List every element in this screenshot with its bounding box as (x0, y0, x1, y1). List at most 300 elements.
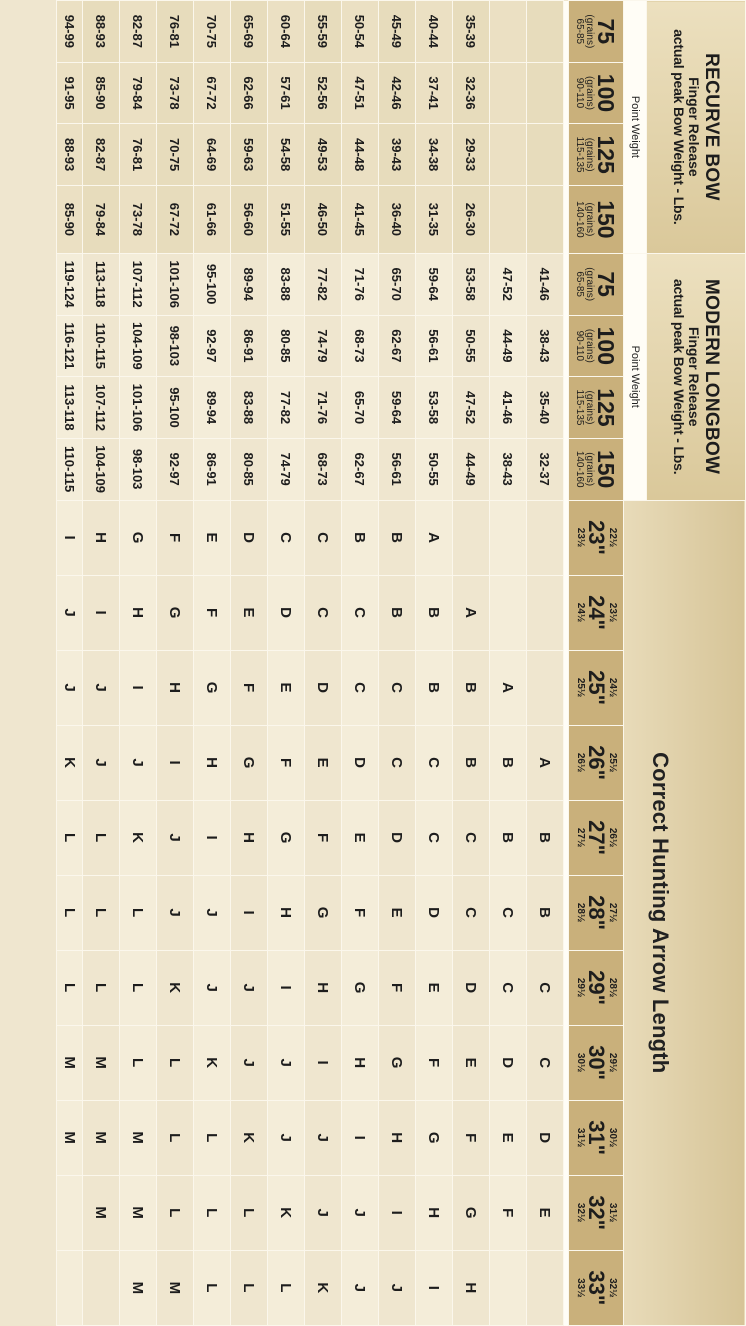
spine-group-cell: M (83, 1100, 120, 1175)
point-weight-range: 65-85 (574, 271, 586, 297)
recurve-bow-header (647, 1, 746, 254)
spine-group-cell: I (342, 1100, 379, 1175)
spine-group-cell: H (268, 875, 305, 950)
point-weight-range: 115-135 (574, 136, 586, 173)
spine-group-cell: C (527, 1025, 564, 1100)
arrow-length-1 (569, 575, 624, 650)
spine-group-cell: C (379, 650, 416, 725)
spine-group-cell: E (342, 800, 379, 875)
point-weight-unit: (grains) (584, 390, 596, 425)
longbow-weight-cell: 50-55 (416, 438, 453, 500)
spine-group-cell: F (453, 1100, 490, 1175)
arrow-length-8 (569, 1100, 624, 1175)
spine-group-cell: L (57, 950, 83, 1025)
longbow-weight-cell: 107-112 (83, 377, 120, 439)
spine-group-cell: B (379, 575, 416, 650)
spine-group-cell: E (416, 950, 453, 1025)
longbow-weight-cell: 86-91 (194, 438, 231, 500)
recurve-weight-cell (490, 124, 527, 186)
longbow-weight-cell: 71-76 (305, 377, 342, 439)
spine-group-cell: L (120, 1025, 157, 1100)
spine-group-cell: B (379, 500, 416, 575)
spine-group-cell: D (305, 650, 342, 725)
arrow-length-6 (569, 950, 624, 1025)
recurve-weight-cell (490, 62, 527, 124)
spine-group-cell: C (453, 800, 490, 875)
arrow-length-high: 25½ (575, 677, 586, 698)
point-weight-range: 65-85 (574, 18, 586, 45)
longbow-weight-cell: 53-58 (416, 377, 453, 439)
spine-group-cell: L (194, 1250, 231, 1325)
spine-group-cell: H (120, 575, 157, 650)
table-row (305, 1, 342, 1326)
spine-group-cell: H (416, 1175, 453, 1250)
spine-group-cell: F (416, 1025, 453, 1100)
longbow-point-weight-label: Point Weight (624, 253, 647, 500)
recurve-weight-cell: 70-75 (157, 124, 194, 186)
spine-group-cell: B (490, 725, 527, 800)
longbow-weight-cell: 50-55 (453, 315, 490, 377)
recurve-weight-cell: 85-90 (57, 185, 83, 253)
spine-group-cell: G (231, 725, 268, 800)
spine-group-cell (83, 1250, 120, 1325)
arrow-length-7 (569, 1025, 624, 1100)
longbow-weight-cell: 104-109 (120, 315, 157, 377)
spine-group-cell: D (416, 875, 453, 950)
spine-group-cell: C (490, 875, 527, 950)
spine-group-cell: H (379, 1100, 416, 1175)
spine-group-cell: M (57, 1100, 83, 1175)
spine-group-cell: L (83, 800, 120, 875)
recurve-weight-cell: 40-44 (416, 1, 453, 63)
longbow-weight-cell: 38-43 (527, 315, 564, 377)
longbow-weight-cell: 80-85 (231, 438, 268, 500)
arrow-length-10 (569, 1250, 624, 1325)
table-row (416, 1, 453, 1326)
point-weight-value: 150 (593, 449, 620, 489)
arrow-length-2 (569, 650, 624, 725)
longbow-weight-cell: 74-79 (268, 438, 305, 500)
arrow-length-table (56, 0, 746, 1326)
point-weight-value: 100 (593, 73, 620, 113)
recurve-weight-cell: 49-53 (305, 124, 342, 186)
recurve-unit: actual peak Bow Weight - Lbs. (671, 29, 688, 225)
longbow-weight-cell: 86-91 (231, 315, 268, 377)
recurve-weight-cell: 50-54 (342, 1, 379, 63)
spine-group-cell: M (157, 1250, 194, 1325)
spine-group-cell: K (305, 1250, 342, 1325)
recurve-weight-cell: 76-81 (120, 124, 157, 186)
arrow-length-low: 26½ (607, 827, 618, 848)
spine-group-cell: C (490, 950, 527, 1025)
spine-group-cell: I (194, 800, 231, 875)
spine-group-cell: B (527, 800, 564, 875)
recurve-weight-cell: 67-72 (194, 62, 231, 124)
spine-group-cell: F (305, 800, 342, 875)
weight-length-row (569, 1, 624, 1326)
arrow-length-low: 22½ (607, 527, 618, 548)
spine-group-cell: M (120, 1175, 157, 1250)
spine-group-cell: C (305, 575, 342, 650)
spine-group-cell: E (194, 500, 231, 575)
longbow-weight-cell: 98-103 (120, 438, 157, 500)
chart-title: Correct Hunting Arrow Length (648, 752, 673, 1074)
recurve-weight-cell: 82-87 (120, 1, 157, 63)
arrow-length-high: 26½ (575, 752, 586, 773)
recurve-point-weight-3 (569, 185, 624, 253)
arrow-length-high: 33½ (575, 1278, 586, 1298)
spine-group-cell: I (157, 725, 194, 800)
spine-group-cell: J (57, 650, 83, 725)
spine-group-cell (57, 1250, 83, 1325)
spine-group-cell: J (194, 875, 231, 950)
recurve-weight-cell: 70-75 (194, 1, 231, 63)
recurve-weight-cell: 47-51 (342, 62, 379, 124)
table-row (453, 1, 490, 1326)
spine-group-cell: A (527, 725, 564, 800)
recurve-weight-cell: 26-30 (453, 185, 490, 253)
recurve-weight-cell: 88-93 (83, 1, 120, 63)
spine-group-cell: K (157, 950, 194, 1025)
spine-group-cell: L (57, 875, 83, 950)
spine-group-cell: M (83, 1025, 120, 1100)
spine-group-cell (453, 500, 490, 575)
recurve-weight-cell: 55-59 (305, 1, 342, 63)
spine-group-cell: J (57, 575, 83, 650)
spine-group-cell: E (305, 725, 342, 800)
spine-group-cell: I (416, 1250, 453, 1325)
spine-group-cell: K (120, 800, 157, 875)
arrow-length-0 (569, 500, 624, 575)
spine-group-cell: C (342, 575, 379, 650)
spine-group-cell: B (416, 650, 453, 725)
spine-group-cell: F (342, 875, 379, 950)
spine-group-cell: L (83, 950, 120, 1025)
spine-group-cell: D (231, 500, 268, 575)
point-weight-unit: (grains) (584, 328, 596, 363)
spine-group-cell: G (379, 1025, 416, 1100)
point-weight-range: 90-110 (574, 330, 586, 362)
longbow-weight-cell: 110-115 (57, 438, 83, 500)
longbow-point-weight-3 (569, 438, 624, 500)
longbow-weight-cell: 56-61 (416, 315, 453, 377)
longbow-weight-cell: 77-82 (305, 253, 342, 315)
spine-group-cell: J (157, 875, 194, 950)
point-weight-value: 125 (593, 135, 620, 174)
spine-group-cell: I (120, 650, 157, 725)
longbow-weight-cell: 77-82 (268, 377, 305, 439)
recurve-weight-cell (527, 185, 564, 253)
spine-group-cell: D (379, 800, 416, 875)
header-separator (564, 1, 569, 1326)
point-weight-value: 75 (593, 271, 620, 297)
spine-group-cell (57, 1175, 83, 1250)
spine-group-cell: B (490, 800, 527, 875)
recurve-weight-cell (490, 1, 527, 63)
spine-group-cell: C (527, 950, 564, 1025)
arrow-length-header (624, 500, 746, 1325)
longbow-weight-cell: 59-64 (416, 253, 453, 315)
spine-group-cell: H (157, 650, 194, 725)
spine-group-cell: A (416, 500, 453, 575)
longbow-weight-cell: 95-100 (157, 377, 194, 439)
spine-group-cell: H (453, 1250, 490, 1325)
recurve-weight-cell: 41-45 (342, 185, 379, 253)
longbow-weight-cell: 113-118 (57, 377, 83, 439)
spine-group-cell: G (416, 1100, 453, 1175)
recurve-weight-cell: 62-66 (231, 62, 268, 124)
spine-group-cell: B (453, 650, 490, 725)
recurve-weight-cell: 59-63 (231, 124, 268, 186)
arrow-length-main: 30" (584, 1045, 609, 1081)
spine-group-cell: A (490, 650, 527, 725)
point-weight-range: 90-110 (574, 77, 586, 109)
spine-group-cell: B (342, 500, 379, 575)
longbow-weight-cell: 62-67 (342, 438, 379, 500)
spine-group-cell: K (57, 725, 83, 800)
longbow-point-weight-1 (569, 315, 624, 377)
longbow-weight-cell: 95-100 (194, 253, 231, 315)
longbow-weight-cell: 89-94 (194, 377, 231, 439)
recurve-weight-cell: 60-64 (268, 1, 305, 63)
longbow-point-weight-2 (569, 377, 624, 439)
arrow-length-low: 24½ (607, 677, 618, 698)
arrow-length-low: 32½ (607, 1278, 618, 1298)
spine-group-cell: M (57, 1025, 83, 1100)
arrow-length-high: 29½ (575, 977, 586, 998)
arrow-length-high: 30½ (575, 1052, 586, 1073)
point-weight-value: 125 (593, 388, 620, 427)
arrow-length-9 (569, 1175, 624, 1250)
recurve-weight-cell: 56-60 (231, 185, 268, 253)
arrow-length-high: 32½ (575, 1202, 586, 1223)
spine-group-cell (490, 1250, 527, 1325)
spine-group-cell: L (194, 1100, 231, 1175)
arrow-length-main: 32" (584, 1195, 609, 1231)
point-weight-range: 115-135 (574, 389, 586, 426)
arrow-length-low: 23½ (607, 602, 618, 623)
recurve-weight-cell: 79-84 (120, 62, 157, 124)
point-weight-unit: (grains) (584, 202, 596, 237)
spine-group-cell: J (120, 725, 157, 800)
longbow-weight-cell: 44-49 (453, 438, 490, 500)
spine-group-cell: G (157, 575, 194, 650)
spine-group-cell: C (305, 500, 342, 575)
spine-group-cell: L (120, 950, 157, 1025)
recurve-weight-cell: 36-40 (379, 185, 416, 253)
spine-group-cell: C (416, 800, 453, 875)
recurve-weight-cell: 73-78 (157, 62, 194, 124)
spine-group-cell: M (83, 1175, 120, 1250)
point-weight-unit: (grains) (584, 76, 596, 110)
recurve-weight-cell: 39-43 (379, 124, 416, 186)
spine-group-cell: F (194, 575, 231, 650)
spine-group-cell (527, 650, 564, 725)
recurve-weight-cell: 44-48 (342, 124, 379, 186)
longbow-title: MODERN LONGBOW (700, 279, 722, 475)
spine-group-cell: K (268, 1175, 305, 1250)
spine-group-cell: I (57, 500, 83, 575)
longbow-weight-cell: 65-70 (379, 253, 416, 315)
longbow-weight-cell: 104-109 (83, 438, 120, 500)
spine-group-cell: J (231, 950, 268, 1025)
longbow-weight-cell: 101-106 (157, 253, 194, 315)
longbow-weight-cell: 32-37 (527, 438, 564, 500)
spine-group-cell: J (194, 950, 231, 1025)
arrow-length-low: 28½ (607, 977, 618, 998)
spine-group-cell: L (157, 1175, 194, 1250)
spine-group-cell: E (453, 1025, 490, 1100)
arrow-length-low: 29½ (607, 1052, 618, 1073)
recurve-weight-cell (490, 185, 527, 253)
spine-group-cell: C (416, 725, 453, 800)
recurve-point-weight-label: Point Weight (624, 1, 647, 254)
arrow-length-low: 30½ (607, 1127, 618, 1148)
table-row (120, 1, 157, 1326)
spine-group-cell: J (268, 1100, 305, 1175)
spine-group-cell: G (268, 800, 305, 875)
spine-group-cell: L (194, 1175, 231, 1250)
spine-group-cell: J (83, 725, 120, 800)
longbow-unit: actual peak Bow Weight - Lbs. (671, 278, 688, 475)
spine-group-cell: A (453, 575, 490, 650)
longbow-weight-cell: 68-73 (305, 438, 342, 500)
spine-group-cell: L (231, 1175, 268, 1250)
spine-group-cell: C (379, 725, 416, 800)
recurve-weight-cell: 52-56 (305, 62, 342, 124)
longbow-weight-cell: 74-79 (305, 315, 342, 377)
recurve-weight-cell: 79-84 (83, 185, 120, 253)
arrow-length-main: 28" (584, 895, 609, 931)
point-weight-unit: (grains) (584, 267, 596, 302)
recurve-weight-cell: 54-58 (268, 124, 305, 186)
point-weight-range: 140-160 (574, 201, 586, 238)
longbow-weight-cell: 47-52 (490, 253, 527, 315)
spine-group-cell: H (231, 800, 268, 875)
arrow-length-main: 29" (584, 970, 609, 1006)
spine-group-cell: B (453, 725, 490, 800)
spine-group-cell: K (194, 1025, 231, 1100)
longbow-weight-cell: 59-64 (379, 377, 416, 439)
recurve-weight-cell: 88-93 (57, 124, 83, 186)
table-body (57, 1, 569, 1326)
recurve-weight-cell: 82-87 (83, 124, 120, 186)
spine-group-cell: J (305, 1100, 342, 1175)
table-row (268, 1, 305, 1326)
longbow-weight-cell: 47-52 (453, 377, 490, 439)
recurve-weight-cell: 67-72 (157, 185, 194, 253)
longbow-weight-cell: 65-70 (342, 377, 379, 439)
recurve-weight-cell: 94-99 (57, 1, 83, 63)
spine-group-cell (490, 575, 527, 650)
longbow-weight-cell: 38-43 (490, 438, 527, 500)
table-row (83, 1, 120, 1326)
longbow-weight-cell: 83-88 (268, 253, 305, 315)
spine-group-cell: L (157, 1100, 194, 1175)
spine-group-cell: I (268, 950, 305, 1025)
longbow-weight-cell: 35-40 (527, 377, 564, 439)
recurve-release: Finger Release (685, 77, 702, 177)
spine-group-cell: G (194, 650, 231, 725)
longbow-weight-cell: 62-67 (379, 315, 416, 377)
point-weight-value: 150 (593, 200, 620, 239)
longbow-weight-cell: 116-121 (57, 315, 83, 377)
recurve-weight-cell: 34-38 (416, 124, 453, 186)
spine-group-cell: G (342, 950, 379, 1025)
arrow-length-low: 25½ (607, 752, 618, 773)
arrow-length-high: 28½ (575, 902, 586, 923)
spine-group-cell: E (379, 875, 416, 950)
spine-group-cell: D (342, 725, 379, 800)
recurve-weight-cell: 32-36 (453, 62, 490, 124)
spine-group-cell: B (527, 875, 564, 950)
arrow-length-main: 33" (584, 1270, 609, 1306)
arrow-length-main: 23" (584, 520, 609, 555)
spine-group-cell: D (527, 1100, 564, 1175)
spine-group-cell: J (342, 1175, 379, 1250)
spine-group-cell: E (527, 1175, 564, 1250)
spine-group-cell: I (379, 1175, 416, 1250)
spine-group-cell: H (83, 500, 120, 575)
arrow-length-high: 27½ (575, 827, 586, 848)
point-weight-unit: (grains) (584, 137, 596, 172)
longbow-weight-cell: 41-46 (527, 253, 564, 315)
longbow-header (647, 253, 746, 500)
spine-group-cell: D (453, 950, 490, 1025)
spine-group-cell: J (231, 1025, 268, 1100)
spine-group-cell (527, 1250, 564, 1325)
recurve-point-weight-1 (569, 62, 624, 124)
spine-group-cell: J (268, 1025, 305, 1100)
recurve-weight-cell: 46-50 (305, 185, 342, 253)
spine-group-cell: H (342, 1025, 379, 1100)
arrow-length-low: 31½ (607, 1202, 618, 1223)
arrow-length-main: 27" (584, 820, 609, 856)
arrow-length-main: 31" (584, 1120, 609, 1156)
spine-group-cell: C (342, 650, 379, 725)
spine-group-cell: F (157, 500, 194, 575)
spine-group-cell: I (231, 875, 268, 950)
table-row (342, 1, 379, 1326)
table-row (157, 1, 194, 1326)
arrow-length-3 (569, 725, 624, 800)
spine-group-cell (527, 500, 564, 575)
longbow-weight-cell: 92-97 (157, 438, 194, 500)
table-row (527, 1, 564, 1326)
recurve-weight-cell: 42-46 (379, 62, 416, 124)
point-weight-unit: (grains) (584, 14, 596, 49)
recurve-weight-cell: 64-69 (194, 124, 231, 186)
longbow-weight-cell: 107-112 (120, 253, 157, 315)
table-header (569, 1, 746, 1326)
spine-group-cell: F (268, 725, 305, 800)
spine-group-cell: J (342, 1250, 379, 1325)
spine-group-cell: L (83, 875, 120, 950)
spine-group-cell (527, 575, 564, 650)
recurve-weight-cell: 35-39 (453, 1, 490, 63)
longbow-point-weight-0 (569, 253, 624, 315)
spine-group-cell: D (490, 1025, 527, 1100)
longbow-weight-cell: 92-97 (194, 315, 231, 377)
spine-group-cell: L (57, 800, 83, 875)
recurve-weight-cell: 91-95 (57, 62, 83, 124)
spine-group-cell: L (268, 1250, 305, 1325)
point-weight-unit: (grains) (584, 452, 596, 487)
spine-group-cell: D (268, 575, 305, 650)
separator-cell (564, 1, 569, 1326)
arrow-length-4 (569, 800, 624, 875)
longbow-weight-cell: 44-49 (490, 315, 527, 377)
